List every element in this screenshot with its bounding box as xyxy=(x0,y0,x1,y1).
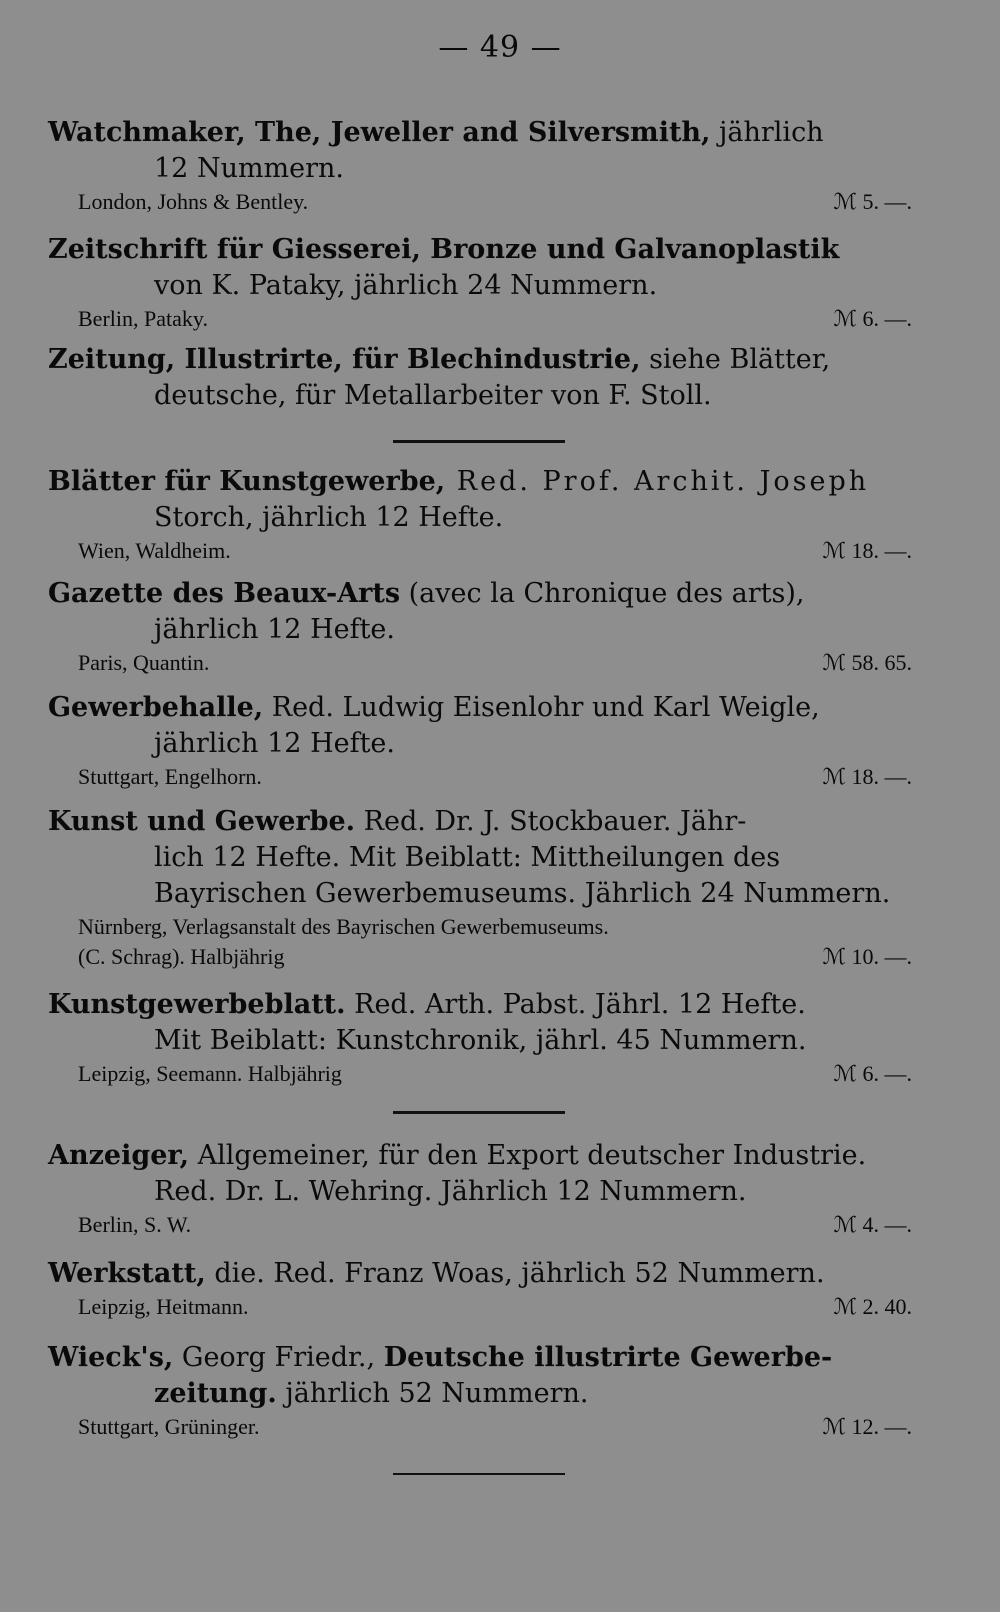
price: ℳ 5. —. xyxy=(833,189,912,214)
section-divider xyxy=(393,1111,565,1114)
list-item xyxy=(48,232,912,334)
entry-text: die. Red. Franz Woas, jährlich 52 Nummern. xyxy=(205,1258,825,1289)
entry-continuation: Bayrischen Gewerbemuseums. Jährlich 24 Nummern. xyxy=(154,878,891,909)
price: ℳ 18. —. xyxy=(822,538,912,563)
entry-title: Werkstatt, xyxy=(48,1258,206,1289)
list-item xyxy=(48,576,912,678)
entry-title: Kunstgewerbeblatt. xyxy=(48,989,346,1020)
list-item xyxy=(48,987,912,1089)
entry-text: Red. Prof. Archit. Joseph xyxy=(445,466,870,497)
entry-continuation: jährlich 52 Nummern. xyxy=(276,1378,589,1409)
section-divider xyxy=(393,440,565,443)
entry-title: Gewerbehalle, xyxy=(48,692,264,723)
price: ℳ 12. —. xyxy=(822,1414,912,1439)
entry-continuation: Storch, jährlich 12 Hefte. xyxy=(154,502,504,533)
publisher: Stuttgart, Grüninger. xyxy=(78,1414,260,1439)
list-item xyxy=(48,804,912,972)
entry-continuation: lich 12 Hefte. Mit Beiblatt: Mittheilungen des xyxy=(154,842,781,873)
list-item xyxy=(48,115,912,217)
entry-title: Zeitschrift für Giesserei, Bronze und Galvanoplastik xyxy=(48,234,840,265)
entry-text: jährlich xyxy=(710,117,824,148)
entry-title: Blätter für Kunstgewerbe, xyxy=(48,466,446,497)
publisher: (C. Schrag). Halbjährig xyxy=(78,944,285,969)
section-divider xyxy=(393,1473,565,1475)
publisher: Wien, Waldheim. xyxy=(78,538,231,563)
list-item xyxy=(48,1138,912,1240)
price: ℳ 6. —. xyxy=(833,1061,912,1086)
entry-continuation: von K. Pataky, jährlich 24 Nummern. xyxy=(154,270,658,301)
publisher: Leipzig, Seemann. Halbjährig xyxy=(78,1061,342,1086)
publisher: Stuttgart, Engelhorn. xyxy=(78,764,262,789)
entry-text: Allgemeiner, für den Export deutscher Industrie. xyxy=(189,1140,867,1171)
publisher: Nürnberg, Verlagsanstalt des Bayrischen Gewerbemuseums. xyxy=(78,914,609,939)
entry-text: (avec la Chronique des arts), xyxy=(400,578,805,609)
list-item xyxy=(48,464,912,566)
publisher: Paris, Quantin. xyxy=(78,650,210,675)
entry-title: Deutsche illustrirte Gewerbe- xyxy=(383,1342,833,1373)
entry-text: Georg Friedr., xyxy=(173,1342,384,1373)
price: ℳ 6. —. xyxy=(833,306,912,331)
entry-continuation: 12 Nummern. xyxy=(154,153,345,184)
publisher: Berlin, Pataky. xyxy=(78,306,208,331)
entry-title: zeitung. xyxy=(154,1378,277,1409)
entry-text: Red. Ludwig Eisenlohr und Karl Weigle, xyxy=(263,692,820,723)
entry-continuation: jährlich 12 Hefte. xyxy=(154,614,395,645)
entry-text: siehe Blätter, xyxy=(640,344,831,375)
list-item xyxy=(48,1256,912,1322)
list-item xyxy=(48,690,912,792)
entry-title: Watchmaker, The, Jeweller and Silversmith, xyxy=(48,117,711,148)
price: ℳ 18. —. xyxy=(822,764,912,789)
price: ℳ 4. —. xyxy=(833,1212,912,1237)
list-item xyxy=(48,342,912,414)
entry-title: Kunst und Gewerbe. xyxy=(48,806,356,837)
entry-title: Wieck's, xyxy=(48,1342,174,1373)
entry-title: Anzeiger, xyxy=(48,1140,190,1171)
price: ℳ 10. —. xyxy=(822,944,912,969)
entry-continuation: jährlich 12 Hefte. xyxy=(154,728,395,759)
publisher: Berlin, S. W. xyxy=(78,1212,192,1237)
price: ℳ 58. 65. xyxy=(822,650,912,675)
entry-text: Red. Arth. Pabst. Jährl. 12 Hefte. xyxy=(345,989,806,1020)
publisher: London, Johns & Bentley. xyxy=(78,189,309,214)
page-number: — 49 — xyxy=(438,30,562,65)
entry-continuation: Red. Dr. L. Wehring. Jährlich 12 Nummern. xyxy=(154,1176,747,1207)
list-item xyxy=(48,1340,912,1442)
entry-continuation: Mit Beiblatt: Kunstchronik, jährl. 45 Nummern. xyxy=(154,1025,807,1056)
entry-title: Gazette des Beaux-Arts xyxy=(48,578,401,609)
entry-text: Red. Dr. J. Stockbauer. Jähr- xyxy=(355,806,747,837)
entry-title: Zeitung, Illustrirte, für Blechindustrie, xyxy=(48,344,641,375)
entry-continuation: deutsche, für Metallarbeiter von F. Stoll. xyxy=(154,380,712,411)
publisher: Leipzig, Heitmann. xyxy=(78,1294,249,1319)
price: ℳ 2. 40. xyxy=(833,1294,912,1319)
